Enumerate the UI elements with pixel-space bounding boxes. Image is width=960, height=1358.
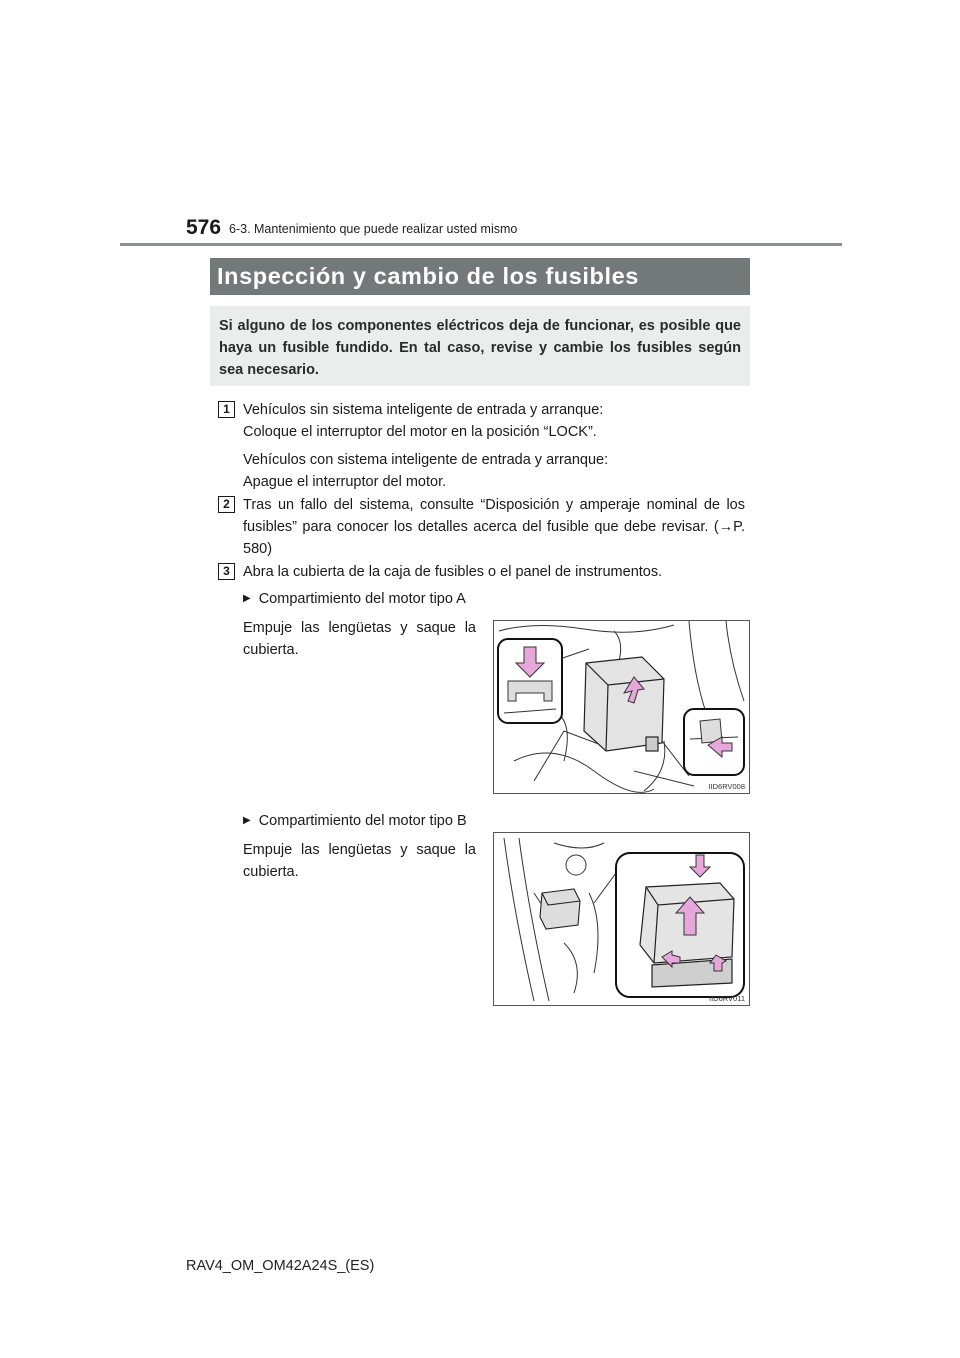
compartment-b-instruction: Empuje las lengüetas y saque la cubierta. [243, 842, 476, 880]
figure-compartment-b [493, 832, 750, 1006]
intro-box: Si alguno de los componentes eléctricos deja de funcionar, es posible que haya un fusible fundido. En tal caso, revise y cambie los fusibles según sea necesario. [210, 306, 750, 386]
page-title: Inspección y cambio de los fusibles [210, 258, 750, 295]
step-1-line-1: Vehículos sin sistema inteligente de entrada y arranque: [243, 402, 604, 418]
step-1-line-4: Apague el interruptor del motor. [243, 474, 447, 490]
header-rule [120, 243, 842, 246]
step-number-3: 3 [218, 563, 235, 580]
step-3-text: Abra la cubierta de la caja de fusibles o el panel de instrumentos. [243, 564, 663, 580]
page-number: 576 [186, 216, 222, 239]
engine-compartment-a-illustration [494, 621, 749, 793]
compartment-b-label: ▶ Compartimiento del motor tipo B [243, 813, 467, 829]
document-code: RAV4_OM_OM42A24S_(ES) [186, 1258, 375, 1274]
figure-code-b: IID6RV011 [709, 994, 745, 1003]
section-reference: 6-3. Mantenimiento que puede realizar usted mismo [229, 222, 518, 236]
engine-compartment-b-illustration [494, 833, 749, 1005]
step-number-1: 1 [218, 401, 235, 418]
compartment-a-label: ▶ Compartimiento del motor tipo A [243, 591, 466, 607]
step-1-line-3: Vehículos con sistema inteligente de entrada y arranque: [243, 452, 609, 468]
bullet-triangle-icon: ▶ [243, 815, 251, 826]
figure-code-a: IID6RV008 [708, 782, 745, 791]
compartment-a-instruction: Empuje las lengüetas y saque la cubierta. [243, 620, 476, 658]
step-1-line-2: Coloque el interruptor del motor en la posición “LOCK”. [243, 424, 597, 440]
step-number-2: 2 [218, 496, 235, 513]
step-2-text: Tras un fallo del sistema, consulte “Disposición y amperaje nominal de los fusibles” para conocer los detalles acerca del fusible que debe revisar. (→P. 580) [243, 497, 745, 557]
figure-compartment-a [493, 620, 750, 794]
bullet-triangle-icon: ▶ [243, 593, 251, 604]
